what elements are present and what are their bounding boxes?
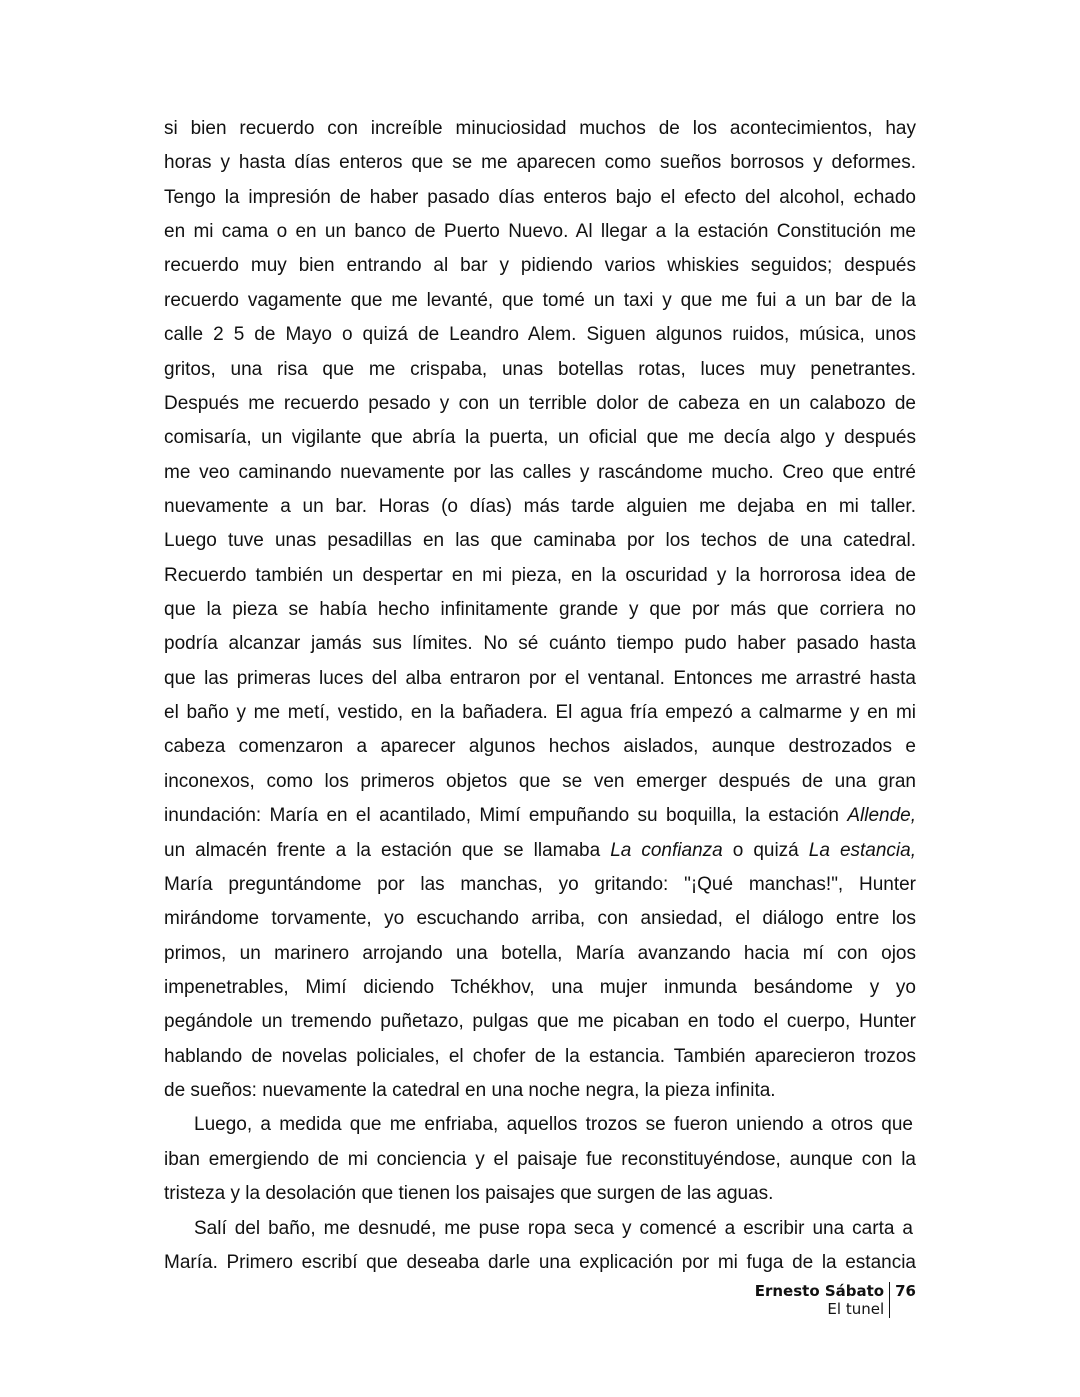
text-line bbox=[164, 627, 916, 661]
italic-text: La confianza bbox=[610, 839, 723, 861]
text-segment: inconexos, como los primeros objetos que se ven emerger después de una gran bbox=[164, 770, 916, 792]
text-line bbox=[164, 1074, 916, 1108]
text-segment: recuerdo muy bien entrando al bar y pidiendo varios whiskies seguidos; después bbox=[164, 255, 916, 277]
text-line bbox=[164, 524, 916, 558]
text-segment: tristeza y la desolación que tienen los paisajes que surgen de las aguas. bbox=[164, 1183, 774, 1205]
text-segment: me veo caminando nuevamente por las calles y rascándome mucho. Creo que entré bbox=[164, 461, 916, 483]
text-line bbox=[164, 215, 916, 249]
text-segment: Salí del baño, me desnudé, me puse ropa seca y comencé a escribir una carta a bbox=[194, 1217, 913, 1239]
text-line bbox=[164, 559, 916, 593]
body-text bbox=[164, 112, 916, 1280]
text-segment: Luego, a medida que me enfriaba, aquellos trozos se fueron uniendo a otros que bbox=[194, 1114, 913, 1136]
text-segment: Después me recuerdo pesado y con un terrible dolor de cabeza en un calabozo de bbox=[164, 392, 916, 414]
text-segment: si bien recuerdo con increíble minuciosidad muchos de los acontecimientos, hay bbox=[164, 118, 916, 139]
text-segment: de sueños: nuevamente la catedral en una noche negra, la pieza infinita. bbox=[164, 1080, 776, 1102]
text-line bbox=[164, 112, 916, 146]
page-footer bbox=[755, 1282, 916, 1318]
text-segment: primos, un marinero arrojando una botella, María avanzando hacia mí con ojos bbox=[164, 942, 916, 964]
text-line bbox=[164, 318, 916, 352]
text-line bbox=[164, 1212, 913, 1246]
text-line bbox=[164, 730, 916, 764]
text-line bbox=[164, 765, 916, 799]
text-line bbox=[164, 696, 916, 730]
text-line bbox=[164, 456, 916, 490]
text-segment: nuevamente a un bar. Horas (o días) más tarde alguien me dejaba en mi taller. bbox=[164, 495, 916, 517]
text-segment: mirándome torvamente, yo escuchando arriba, con ansiedad, el diálogo entre los bbox=[164, 908, 916, 930]
text-segment: un almacén frente a la estación que se llamaba bbox=[164, 839, 611, 861]
text-segment: el baño y me metí, vestido, en la bañadera. El agua fría empezó a calmarme y en mi bbox=[164, 702, 916, 724]
text-segment: que la pieza se había hecho infinitamente grande y que por más que corriera no bbox=[164, 599, 916, 621]
text-segment: Tengo la impresión de haber pasado días enteros bajo el efecto del alcohol, echado bbox=[164, 186, 916, 208]
text-segment: comisaría, un vigilante que abría la puerta, un oficial que me decía algo y después bbox=[164, 427, 916, 449]
text-segment: iban emergiendo de mi conciencia y el paisaje fue reconstituyéndose, aunque con la bbox=[164, 1148, 916, 1170]
text-segment: horas y hasta días enteros que se me aparecen como sueños borrosos y deformes. bbox=[164, 152, 916, 174]
text-line bbox=[164, 249, 916, 283]
text-line bbox=[164, 799, 916, 833]
text-segment: en mi cama o en un banco de Puerto Nuevo. Al llegar a la estación Constitución me bbox=[164, 221, 916, 243]
text-line bbox=[164, 902, 916, 936]
italic-text: La estancia, bbox=[808, 839, 916, 861]
text-line bbox=[164, 1143, 916, 1177]
text-segment: impenetrables, Mimí diciendo Tchékhov, una mujer inmunda besándome y yo bbox=[164, 976, 916, 998]
footer-title: El tunel bbox=[827, 1300, 885, 1318]
text-line bbox=[164, 181, 916, 215]
text-segment: María. Primero escribí que deseaba darle una explicación por mi fuga de la estancia bbox=[164, 1251, 916, 1273]
text-segment: hablando de novelas policiales, el chofer de la estancia. También aparecieron trozos bbox=[164, 1045, 916, 1067]
page-number: 76 bbox=[895, 1282, 916, 1300]
text-line bbox=[164, 146, 916, 180]
text-segment: gritos, una risa que me crispaba, unas botellas rotas, luces muy penetrantes. bbox=[164, 358, 916, 380]
text-line bbox=[164, 868, 916, 902]
text-line bbox=[164, 834, 916, 868]
text-segment: Luego tuve unas pesadillas en las que caminaba por los techos de una catedral. bbox=[164, 530, 916, 552]
text-line bbox=[164, 387, 916, 421]
text-line bbox=[164, 593, 916, 627]
text-segment: que las primeras luces del alba entraron por el ventanal. Entonces me arrastré hasta bbox=[164, 667, 916, 689]
text-line bbox=[164, 490, 916, 524]
text-segment: Recuerdo también un despertar en mi pieza, en la oscuridad y la horrorosa idea de bbox=[164, 564, 916, 586]
text-line bbox=[164, 937, 916, 971]
text-segment: cabeza comenzaron a aparecer algunos hechos aislados, aunque destrozados e bbox=[164, 736, 916, 758]
text-line bbox=[164, 1040, 916, 1074]
text-line bbox=[164, 1177, 916, 1211]
text-line bbox=[164, 1108, 913, 1142]
text-line bbox=[164, 1005, 916, 1039]
text-segment: o quizá bbox=[722, 839, 809, 861]
footer-book-info bbox=[755, 1282, 890, 1318]
text-segment: inundación: María en el acantilado, Mimí empuñando su boquilla, la estación bbox=[164, 805, 848, 827]
italic-text: Allende, bbox=[847, 805, 916, 827]
text-segment: pegándole un tremendo puñetazo, pulgas que me picaban en todo el cuerpo, Hunter bbox=[164, 1011, 916, 1033]
text-line bbox=[164, 971, 916, 1005]
text-line bbox=[164, 353, 916, 387]
text-segment: podría alcanzar jamás sus límites. No sé cuánto tiempo pudo haber pasado hasta bbox=[164, 633, 916, 655]
text-line bbox=[164, 284, 916, 318]
text-line bbox=[164, 421, 916, 455]
text-segment: calle 2 5 de Mayo o quizá de Leandro Alem. Siguen algunos ruidos, música, unos bbox=[164, 324, 916, 346]
footer-author: Ernesto Sábato bbox=[754, 1282, 885, 1300]
text-line bbox=[164, 1246, 916, 1280]
text-line bbox=[164, 662, 916, 696]
text-segment: María preguntándome por las manchas, yo gritando: "¡Qué manchas!", Hunter bbox=[164, 873, 916, 895]
text-segment: recuerdo vagamente que me levanté, que tomé un taxi y que me fui a un bar de la bbox=[164, 289, 916, 311]
